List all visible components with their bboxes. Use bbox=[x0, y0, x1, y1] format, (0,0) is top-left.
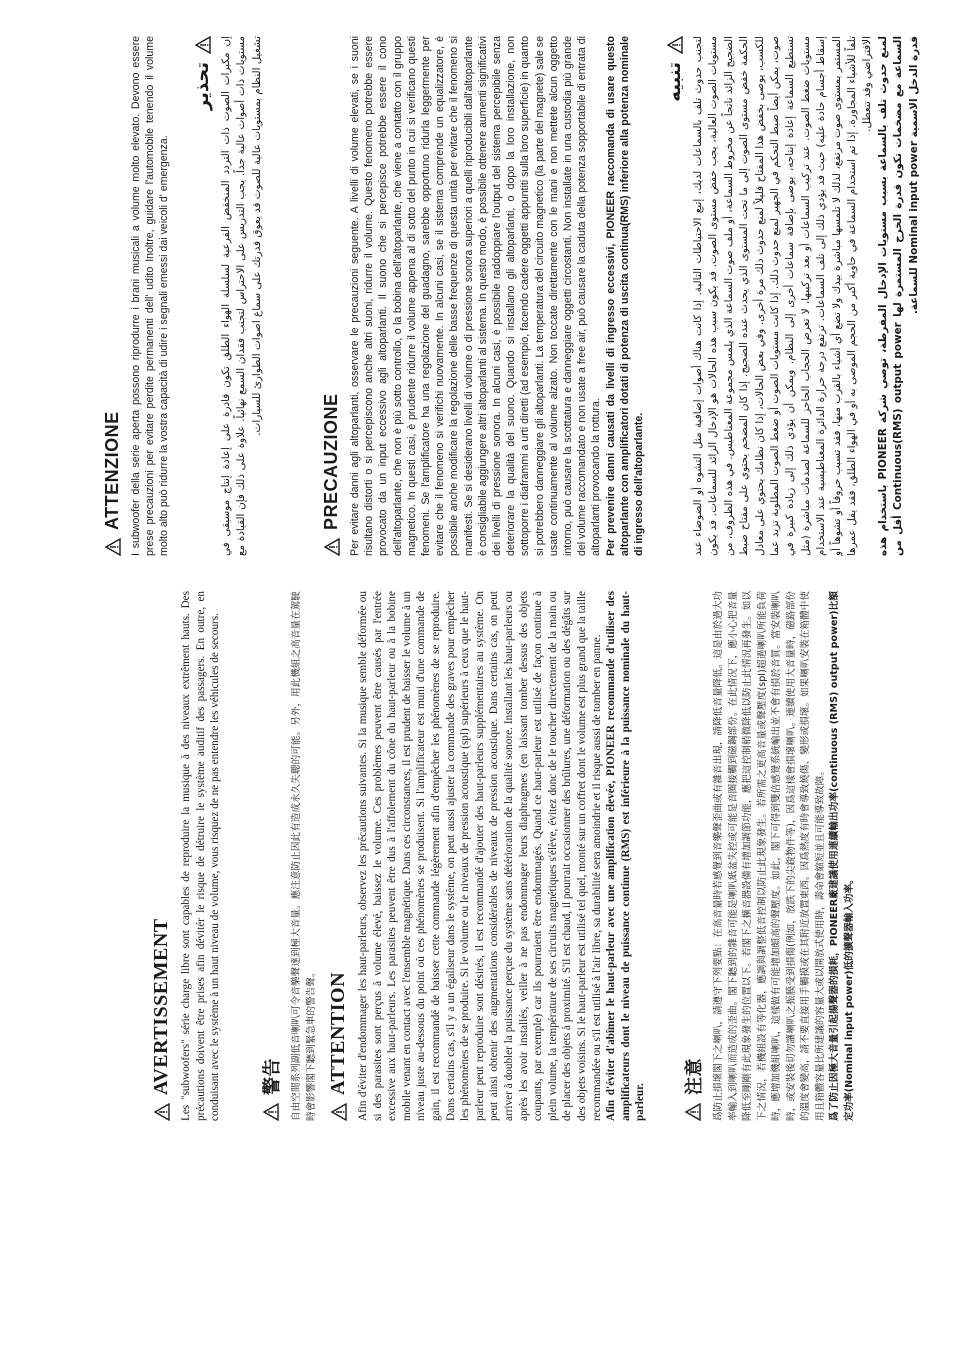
fr-warning-heading bbox=[150, 591, 173, 1121]
zh-warning-title: 警告 bbox=[262, 1058, 283, 1095]
ar-caution-text: لتجنب حدوث تلف بالسماعات لديك، إتبع الاحتياطات التالية. إذا كانت هناك أصوات إضافية مثل التشوه أو الضوضاء عند مستويات الصوت العالية، يجب خفض مستوى الصوت. قد يكون سبب هذه الحالات هو الإدخال الزائد للسماعات. قد يكون الضجيج الزائد ناتجاً عن مخروط السماعة، أو ملف صوت السماعة الذي يلمس مجموعة المغناطيس. في هذه الظروف، من الحكمة خفض مستوى الصوت إلى ما تحت المستوى الذي يحدث عنده الضجيج. إذا كان المضخم يحتوي على مفتاح ضبط للكسب، يوصى بخفض هذا المفتاح قليلاً لمنع حدوث ذلك مرة أخرى. وفي بعض الحالات، إذا كان نظامك يحتوي على معادل صوت، يمكن أيضاً ضبط التحكم في الجهير لمنع حدوث ذلك. إذا كانت مستويات الصوت أو ضغط الصوت المطلوبة تزيد عما تستطيع السماعة إعادة إنتاجه، يوصى بإضافة سماعات أخرى إلى النظام. ويمكن أن يؤدي ذلك إلى زيادة كبيرة في مستويات ضغط الصوت. عند تركيب السماعات أو بعد تركيبها، لا تعرض الحجاب الحاجز للسماعة لصدمات مباشرة (مثل إسقاط أجسام حادة عليه) حيث قد يؤدي ذلك إلى تلف السماعات. ترتفع درجة حرارة الدائرة المغناطيسية عند الاستخدام المستمر بمستوى صوت مرتفع، لذلك لا تلمسها مباشرة بيدك ولا تضع أي أشياء بالقرب منها، فقد تسبب حروقاً أو تشوهاً أو تلفاً للأشياء المجاورة. إذا تم استخدام السماعة في حاوية أكبر من الحجم الموصى به أو في الهواء الطلق، فقد يقل عمرها الافتراضي وقد تتعطل. bbox=[692, 36, 874, 556]
ar-caution-bold-text bbox=[876, 36, 922, 556]
zh-caution-section bbox=[680, 591, 857, 1121]
fr-attention-title: ATTENTION bbox=[327, 971, 349, 1095]
ar-warning-text: إن مكبرات الصوت ذات التردد المنخفض الفرعية لسلسلة الهواء الطلق تكون قادرة على إعادة إنتاج موسيقى في مستويات ذات أصوات عالية جداً. يجب التدريس على الاحتراس لتجنب فقدان السمع نهائياً. علاوة على ذلك فإن القيادة مع تشغيل النظام بمستويات عالية للصوت قد يعوق قدرتك على سماع اصوات الطوارئ للسيارات. bbox=[220, 36, 263, 556]
fr-attention-section bbox=[327, 591, 648, 1121]
zh-warning-heading bbox=[258, 591, 284, 1121]
it-caution-text: Per evitare danni agli altoparlanti, osservare le precauzioni seguente. A livelli di volume elevati, se i suoni risultano distorti o si percepiscono anche altri suoni, ridurre il volume. Questo fenomeno potrebbe essere provocato da un input eccessivo agli altoparlanti. Il suono che si percepisce potrebbe essere il cono dell'altoparlante, che non è più sotto controllo, o la bobina dell'altoparlante, che viene a contatto con il gruppo magnetico. In questi casi, è prudente ridurre il volume appena al di sotto del punto in cui si verificano questi fenomeni. Se l'amplificatore ha una regolazione del guadagno, sarebbe opportuno ridurla leggermente per evitare che il fenomeno si verifichi nuovamente. In alcuni casi, se il sistema comprende un equalizzatore, è possibile anche modificare la regolazione delle basse frequenze di questa unità per evitare che il fenomeno si manifesti. Se si desiderano livelli di volume o di pressione sonora superiori a quelli riproducibili dall'altoparlante è consigliabile aggiungere altri altoparlanti al sistema. In questo modo, è possibile ottenere aumenti significativi dei livelli di pressione sonora. In alcuni casi, è possibile raddoppiare l'output del sistema percepibile senza deteriorare la qualità del suono. Quando si installano gli altoparlanti, o dopo la loro installazione, non sottoporre i diaframmi a urti diretti (ad esempio, facendo cadere oggetti appuntiti sulla loro superficie) in quanto si potrebbero danneggiare gli altoparlanti. La temperatura del circuito magnetico (la parte del magnete) sale se usate continuamente al volume alzato. Non toccate direttamente con le mani e non mettete alcun oggetto intorno, può causare la scottatura e danneggiare oggetti circostanti. Non installate in una custodia più grande del volume raccomandato e non usate a free air, può causare la caduta della potenza sopportabile di entrata di altoparlanti provocando la rottura. bbox=[349, 36, 603, 556]
zh-caution-heading bbox=[680, 591, 706, 1121]
left-column bbox=[0, 591, 954, 1121]
warning-triangle-icon bbox=[324, 538, 340, 556]
fr-warning-title: AVERTISSEMENT bbox=[150, 918, 172, 1095]
zh-warning-section bbox=[258, 591, 319, 1121]
fr-warning-section bbox=[150, 591, 223, 1121]
it-warning-heading bbox=[102, 36, 123, 556]
it-warning-section bbox=[102, 36, 172, 556]
fr-attention-text: Afin d'éviter d'endommager les haut-parleurs, observez les précautions suivantes. Si la musique semble déformée ou si des parasites sont perçus à volume élevé, baissez le volume. Ces problèmes peuvent être causés par l'entrée excessive aux haut-parleurs. Les parasites peuvent être dus à l'affolement du cône du haut-parleur ou à la bobine mobile venant en contact avec l'ensemble magnétique. Dans ces circonstances, il est prudent de baisser le volume à un niveau juste au-dessous du point où ces phénomènes se produisent. Si l'amplificateur est muni d'une commande de gain, il est recommandé de baisser cette commande légèrement afin d'empêcher les phénomènes de se reproduire. Dans certains cas, s'il y a un égaliseur dans le système, on peut aussi ajuster la commande des graves pour empêcher les phénomènes de se produire. Si le volume ou le niveaux de pression acoustique (spl) supérieurs à ceux que le haut-parleur peut reproduire sont désirés, il est recommandé d'ajouter des haut-parleurs supplémentaires au système. On peut ainsi obtenir des augmentations considérables de niveaux de pression acoustique. Dans certains cas, on peut arriver à doubler la puissance perçue du système sans détérioration de la qualité sonore. Installant les haut-parleurs ou après les avoir installés, veiller à ne pas endommager leurs diaphragmes (en laissant tomber dessus des objets coupants, par exemple) car ils pourraient être endommagés. Quand ce haut-parleur est utilisé de façon continue à plein volume, la température de ses circuits magnétiques s'élève, évitez donc de le toucher directement de la main ou de placer des objets à proximité. S'il est chaud, il pourrait occasionner des brûlures, une déformation ou des dégâts sur des objets voisins. Si le haut-parleur est utilisé tel quel, monté sur un coffret dont le volume est plus grand que la taille recommandée ou s'il est utilisé à l'air libre, sa durabilité sera amoindrie et il risque aussi de tomber en panne. bbox=[357, 591, 603, 1121]
warning-triangle-icon bbox=[667, 36, 683, 54]
zh-caution-title: 注意 bbox=[684, 1058, 705, 1095]
ar-caution-section bbox=[664, 36, 922, 556]
warning-triangle-icon bbox=[105, 538, 121, 556]
it-warning-title: ATTENZIONE bbox=[102, 411, 122, 530]
zh-warning-text: 自由空間系列副低音喇叭可令音樂聲達到極大音量。應注意防止因此有造成永久失聰的可能。另外，用此機組之高音量在駕駛時會影響閣下聽到緊急車的警告聲。 bbox=[291, 591, 317, 1121]
ar-caution-bold-part-1: لمنع حدوث تلف بالسماعة بسبب مستويات الإدخال المفرطة، توصي شركة PIONEER باستخدام هذه السماعة مع مضخمات تكون قدرة الخرج المستمرة لها bbox=[876, 36, 905, 556]
it-caution-title: PRECAUZIONE bbox=[321, 393, 341, 530]
fr-attention-bold-text: Afin d'éviter d'abîmer le haut-parleur avec une amplification élevée, PIONEER recommande d'utiliser des amplificateurs dont le niveau de puissance continue (RMS) est inférieure à la puissance nominale du haut-parleur. bbox=[605, 591, 647, 1121]
zh-caution-text: 爲防止損壞閣下之喇叭，請遵守下列要點：在高音量時若感覺到音樂聲歪曲或有雜音出現，請降低音量降低。這是由於過大功率輸入到喇叭而造成的歪曲。閣下聽到的雜音可能是喇叭紙盆失控或可能是音圈接觸到磁鋼部份。在此情況下，應小心把音量降低至剛剛有此現象發生的位置以下。若閣下之擴音器設備有增加調節功能，應把這控制稍微降低以防止此情況再發生。如以下之情況，若機組設有等化器，應調與調整低音控制以防止此現象發生。若所需之更高音量或聲壓度(spl)超過喇叭所能負荷時，應增加機組喇叭，這樣做有可能增加頗高的聲壓度。如此，閣下可得到雙倍感覺系統輸出並不會有損於音質。當安裝喇叭時，或安裝後切勿讓喇叭之振膜受到損傷(例如，放跌下的尖銳物件等)，因爲這樣會損壞喇叭。連續使用大音量時，磁路部份的溫度會變高，請不要直接用手觸摸或在其附近放置東西。因爲熱度有時會導致燒傷、變形或損壞。如果喇叭安裝在箱體中使用且箱體容量比所建議的容量大或以開放式使用時，壽命會縮短並且可能導致故障。 bbox=[713, 591, 826, 1121]
it-caution-bold-text: Per prevenire danni causati da livelli di ingresso eccessivi, PIONEER raccomanda di usare questo altoparlante con amplificatori dotati di potenza di uscita continua(RMS) inferiore alla potenza nominale di ingresso dell'altoparlante. bbox=[604, 36, 646, 556]
warning-triangle-icon bbox=[263, 1103, 279, 1121]
warning-triangle-icon bbox=[685, 1103, 701, 1121]
warning-triangle-icon bbox=[331, 1103, 347, 1121]
ar-caution-continuous-power: Continuous(RMS) output power bbox=[892, 322, 905, 510]
warning-triangle-icon bbox=[154, 1103, 170, 1121]
it-caution-section bbox=[321, 36, 646, 556]
fr-attention-heading bbox=[327, 591, 350, 1121]
ar-warning-title: تحذير bbox=[192, 62, 213, 111]
ar-caution-bold-part-3: للسماعة. bbox=[907, 267, 920, 315]
ar-caution-title: تنبيه bbox=[664, 62, 685, 102]
right-column bbox=[0, 36, 954, 556]
ar-warning-section bbox=[192, 36, 265, 556]
warning-triangle-icon bbox=[195, 36, 211, 54]
ar-caution-heading bbox=[664, 36, 685, 556]
it-warning-text: I subwoofer della serie aperta possono riprodurre i brani musicali a volume molto elevato. Devono essere prese precauzioni per evitare perdite permanenti dell' udito Inoltre, guidare l'automobile tenendo il volume molto alto può ridurre la vostra capacità di udire i segnali emessi dai veicoli d' emergenza. bbox=[130, 36, 171, 556]
zh-caution-bold-text: 爲了防止因極大音量引起揚聲器的損耗，PIONEER廠建議使用連續輸出功率(continuous (RMS) output power)比額定功率(Nominal input power)低的擴聲器輸入功率。 bbox=[829, 591, 855, 1121]
ar-warning-heading bbox=[192, 36, 213, 556]
it-caution-heading bbox=[321, 36, 342, 556]
fr-warning-text: Les "subwoofers" série charge libre sont capables de reproduire la musique à des niveaux extrêment hauts. Des précautions doivent être prises afin dévitér le risque de détruire le système auditif des passagers. En outre, en conduisant avec le système à un haut niveau de volume, vous risquez de ne pas entendre les véhicules de secours. bbox=[180, 591, 222, 1121]
ar-caution-nominal-power: Nominal input power bbox=[907, 141, 920, 264]
ar-caution-bold-part-2: أقل من قدرة الدخل الاسمية bbox=[892, 36, 920, 556]
